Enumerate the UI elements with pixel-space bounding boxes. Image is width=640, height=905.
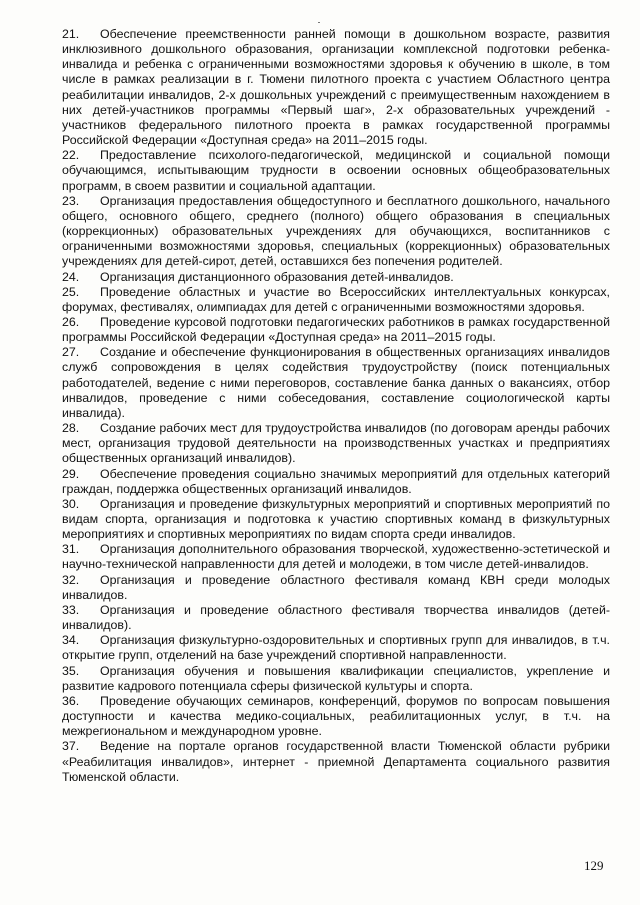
list-item	[62, 573, 610, 603]
list-item	[62, 194, 610, 270]
list-item	[62, 633, 610, 663]
list-item	[62, 664, 610, 694]
list-item	[62, 285, 610, 315]
item-text: Организация дополнительного образования творческой, художественно-эстетической и научно-технической направленности для детей и молодежи, в том числе детей-инвалидов.	[62, 542, 610, 572]
item-text: Организация и проведение областного фестиваля команд КВН среди молодых инвалидов.	[62, 572, 610, 602]
list-item	[62, 467, 610, 497]
item-number: 25.	[62, 284, 80, 299]
item-text: Организация дистанционного образования детей-инвалидов.	[100, 269, 454, 284]
item-number: 29.	[62, 466, 80, 481]
list-item	[62, 421, 610, 466]
item-number: 34.	[62, 633, 80, 648]
item-number: 32.	[62, 572, 80, 587]
list-item	[62, 315, 610, 345]
item-text: Обеспечение преемственности ранней помощи в дошкольном возрасте, развития инклюзивного дошкольного образования, организации комплексной подготовки ребенка-инвалида и ребенка с ограниченными возможностями здоровья к обучению в школе, в том числе в рамках реализации в г. Тюмени пилотного проекта с участием Областного центра реабилитации инвалидов, 2-х дошкольных учреждений с преимущественным нахождением в них детей-участников программы «Первый шаг», 2-х образовательных учреждений - участников федерального пилотного проекта в рамках государственной программы Российской Федерации «Доступная среда» на 2011–2015 годы.	[62, 27, 610, 148]
item-text: Организация и проведение областного фестиваля творчества инвалидов (детей-инвалидов).	[62, 602, 610, 633]
list-item	[62, 345, 610, 421]
item-number: 21.	[62, 27, 80, 41]
item-number: 23.	[62, 193, 80, 208]
item-number: 33.	[62, 602, 80, 617]
item-number: 27.	[62, 345, 80, 360]
item-number: 28.	[62, 421, 80, 436]
item-text: Создание рабочих мест для трудоустройства инвалидов (по договорам аренды рабочих мест, организация трудовой деятельности на производственных участках и предприятиях общественных организаций инвалидов).	[62, 421, 610, 466]
item-number: 24.	[62, 269, 80, 284]
page-number: 129	[584, 858, 604, 873]
list-item	[62, 148, 610, 193]
item-number: 30.	[62, 496, 80, 511]
item-text: Создание и обеспечение функционирования в общественных организациях инвалидов служб сопровождения в целях содействия трудоустройству (поиск потенциальных работодателей, ведение с ними переговоров, составление банка данных о вакансиях, отбор инвалидов, проведение с ними собеседования, составление социологической карты инвалида).	[62, 345, 610, 420]
item-text: Ведение на портале органов государственной власти Тюменской области рубрики «Реабилитация инвалидов», интернет - приемной Департамента социального развития Тюменской области.	[62, 739, 610, 784]
item-number: 37.	[62, 739, 80, 754]
list-item	[62, 694, 610, 739]
scan-mark	[318, 22, 320, 23]
item-text: Предоставление психолого-педагогической, медицинской и социальной помощи обучающимся, испытывающим трудности в освоении основных общеобразовательных программ, в своем развитии и социальной адаптации.	[62, 148, 610, 193]
document-body	[62, 27, 610, 785]
item-text: Организация и проведение физкультурных мероприятий и спортивных мероприятий по видам спорта, организация и подготовка к участию спортивных команд в физкультурных мероприятиях и спортивных мероприятиях по видам спорта среди инвалидов.	[62, 496, 610, 542]
item-text: Проведение курсовой подготовки педагогических работников в рамках государственной программы Российской Федерации «Доступная среда» на 2011–2015 годы.	[62, 314, 610, 345]
list-item	[62, 27, 610, 148]
item-number: 35.	[62, 663, 80, 678]
list-item	[62, 270, 610, 285]
item-text: Обеспечение проведения социально значимых мероприятий для отдельных категорий граждан, поддержка общественных организаций инвалидов.	[62, 466, 610, 496]
item-text: Организация предоставления общедоступного и бесплатного дошкольного, начального общего, основного общего, среднего (полного) общего образования в специальных (коррекционных) образовательных учреждениях для обучающихся, воспитанников с ограниченными возможностями здоровья, специальных (коррекционных) образовательных учреждениях для детей-сирот, детей, оставшихся без попечения родителей.	[62, 193, 610, 269]
item-number: 26.	[62, 314, 80, 329]
item-text: Организация физкультурно-оздоровительных и спортивных групп для инвалидов, в т.ч. открытие групп, отделений на базе учреждений спортивной направленности.	[62, 633, 610, 663]
item-number: 22.	[62, 148, 80, 163]
item-text: Проведение обучающих семинаров, конференций, форумов по вопросам повышения доступности и качества медико-социальных, реабилитационных услуг, в т.ч. на межрегиональном и международном уровне.	[62, 693, 610, 739]
list-item	[62, 739, 610, 784]
list-item	[62, 603, 610, 633]
item-number: 31.	[62, 542, 80, 557]
item-text: Проведение областных и участие во Всероссийских интеллектуальных конкурсах, форумах, фестивалях, олимпиадах для детей с ограниченными возможностями здоровья.	[62, 284, 610, 314]
list-item	[62, 497, 610, 542]
list-item	[62, 542, 610, 572]
item-number: 36.	[62, 693, 80, 708]
item-text: Организация обучения и повышения квалификации специалистов, укрепление и развитие кадрового потенциала сферы физической культуры и спорта.	[62, 663, 610, 693]
